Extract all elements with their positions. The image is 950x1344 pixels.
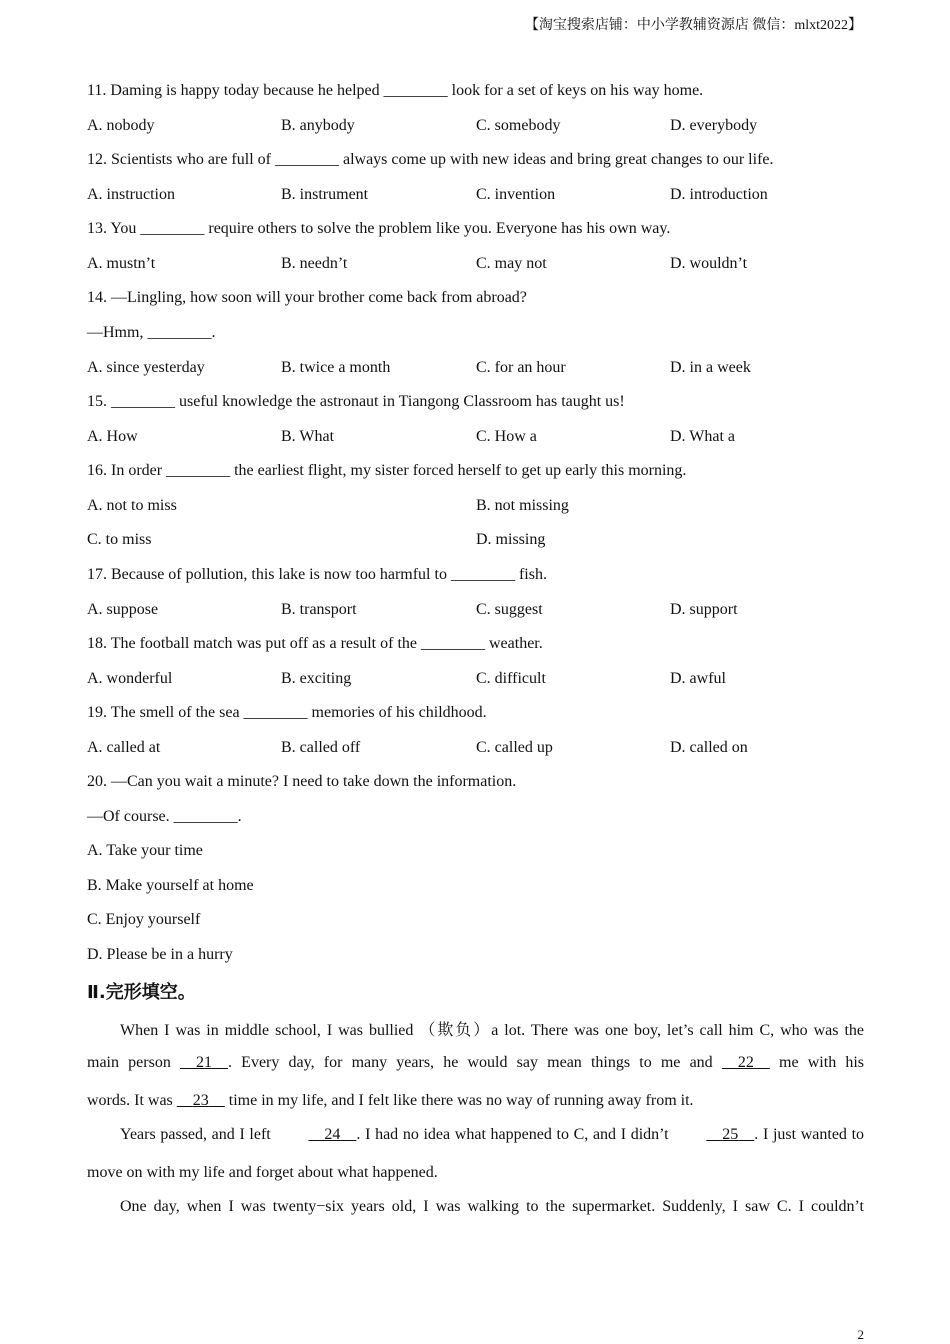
q11-option-b: B. anybody — [281, 117, 355, 134]
passage-p3-line1: One day, when I was twenty−six years old, I was walking to the supermarket. Suddenly, I saw C. I couldn’t — [120, 1198, 864, 1215]
q16-option-c: C. to miss — [87, 531, 152, 548]
q13-option-b: B. needn’t — [281, 255, 348, 272]
question-20-reply: —Of course. ________. — [87, 808, 242, 825]
question-11-stem: 11. Daming is happy today because he helped ________ look for a set of keys on his way home. — [87, 82, 704, 99]
q12-option-d: D. introduction — [670, 186, 768, 203]
blank-23: 23 — [192, 1092, 209, 1109]
q18-option-a: A. wonderful — [87, 670, 173, 687]
q17-option-c: C. suggest — [476, 601, 543, 618]
passage-p1-line2 — [87, 1054, 864, 1072]
q18-option-c: C. difficult — [476, 670, 546, 687]
passage-text: . Every day, for many years, he would say mean things to me and — [228, 1054, 713, 1071]
q11-option-a: A. nobody — [87, 117, 155, 134]
q15-option-c: C. How a — [476, 428, 537, 445]
passage-p2-line2: move on with my life and forget about what happened. — [87, 1164, 438, 1181]
q14-option-c: C. for an hour — [476, 359, 566, 376]
blank-22: 22 — [737, 1054, 754, 1071]
question-12-stem: 12. Scientists who are full of ________ always come up with new ideas and bring great changes to our life. — [87, 151, 774, 168]
question-20-stem: 20. —Can you wait a minute? I need to take down the information. — [87, 773, 517, 790]
blank-21: 21 — [196, 1054, 212, 1071]
q14-option-d: D. in a week — [670, 359, 751, 376]
q13-option-d: D. wouldn’t — [670, 255, 748, 272]
q20-option-d: D. Please be in a hurry — [87, 946, 233, 963]
question-19-stem: 19. The smell of the sea ________ memories of his childhood. — [87, 704, 487, 721]
passage-text: words. It was — [87, 1092, 173, 1109]
passage-text: me with his — [779, 1054, 865, 1071]
question-17-stem: 17. Because of pollution, this lake is now too harmful to ________ fish. — [87, 566, 547, 583]
q12-option-b: B. instrument — [281, 186, 369, 203]
page-number: 2 — [857, 1327, 864, 1342]
q19-option-b: B. called off — [281, 739, 361, 756]
q16-option-b: B. not missing — [476, 497, 569, 514]
q20-option-b: B. Make yourself at home — [87, 877, 254, 894]
q12-option-c: C. invention — [476, 186, 556, 203]
q16-option-a: A. not to miss — [87, 497, 177, 514]
q18-option-b: B. exciting — [281, 670, 352, 687]
q19-option-d: D. called on — [670, 739, 748, 756]
question-18-stem: 18. The football match was put off as a result of the ________ weather. — [87, 635, 543, 652]
q19-option-c: C. called up — [476, 739, 553, 756]
q15-option-d: D. What a — [670, 428, 736, 445]
q20-option-a: A. Take your time — [87, 842, 203, 859]
q17-option-d: D. support — [670, 601, 738, 618]
passage-p1-line3 — [87, 1092, 864, 1110]
page-header: 【淘宝搜索店铺：中小学教辅资源店 微信：mlxt2022】 — [524, 18, 862, 33]
question-14-reply: —Hmm, ________. — [87, 324, 216, 341]
q14-option-b: B. twice a month — [281, 359, 391, 376]
q20-option-c: C. Enjoy yourself — [87, 911, 201, 928]
passage-text: main person — [87, 1054, 171, 1071]
question-15-stem: 15. ________ useful knowledge the astronaut in Tiangong Classroom has taught us! — [87, 393, 625, 410]
question-13-stem: 13. You ________ require others to solve the problem like you. Everyone has his own way. — [87, 220, 671, 237]
blank-24: 24 — [324, 1126, 341, 1143]
q17-option-b: B. transport — [281, 601, 357, 618]
question-16-stem: 16. In order ________ the earliest flight, my sister forced herself to get up early this morning. — [87, 462, 687, 479]
question-14-stem: 14. —Lingling, how soon will your brother come back from abroad? — [87, 289, 527, 306]
q13-option-c: C. may not — [476, 255, 547, 272]
q14-option-a: A. since yesterday — [87, 359, 205, 376]
blank-25: 25 — [722, 1126, 739, 1143]
q19-option-a: A. called at — [87, 739, 161, 756]
q15-option-a: A. How — [87, 428, 138, 445]
q17-option-a: A. suppose — [87, 601, 159, 618]
q13-option-a: A. mustn’t — [87, 255, 156, 272]
q11-option-d: D. everybody — [670, 117, 758, 134]
q15-option-b: B. What — [281, 428, 335, 445]
q11-option-c: C. somebody — [476, 117, 561, 134]
passage-p2-line1 — [87, 1126, 864, 1144]
passage-text: . I had no idea what happened to C, and I didn’t — [356, 1126, 669, 1143]
passage-text: . I just wanted to — [754, 1126, 865, 1143]
q12-option-a: A. instruction — [87, 186, 175, 203]
passage-text: time in my life, and I felt like there was no way of running away from it. — [228, 1092, 694, 1109]
section-title: Ⅱ.完形填空。 — [87, 982, 196, 1003]
q18-option-d: D. awful — [670, 670, 726, 687]
passage-text: Years passed, and I left — [120, 1126, 271, 1143]
passage-p1-line1: When I was in middle school, I was bullied （欺负）a lot. There was one boy, let’s call him C, who was the — [120, 1022, 864, 1039]
q16-option-d: D. missing — [476, 531, 546, 548]
